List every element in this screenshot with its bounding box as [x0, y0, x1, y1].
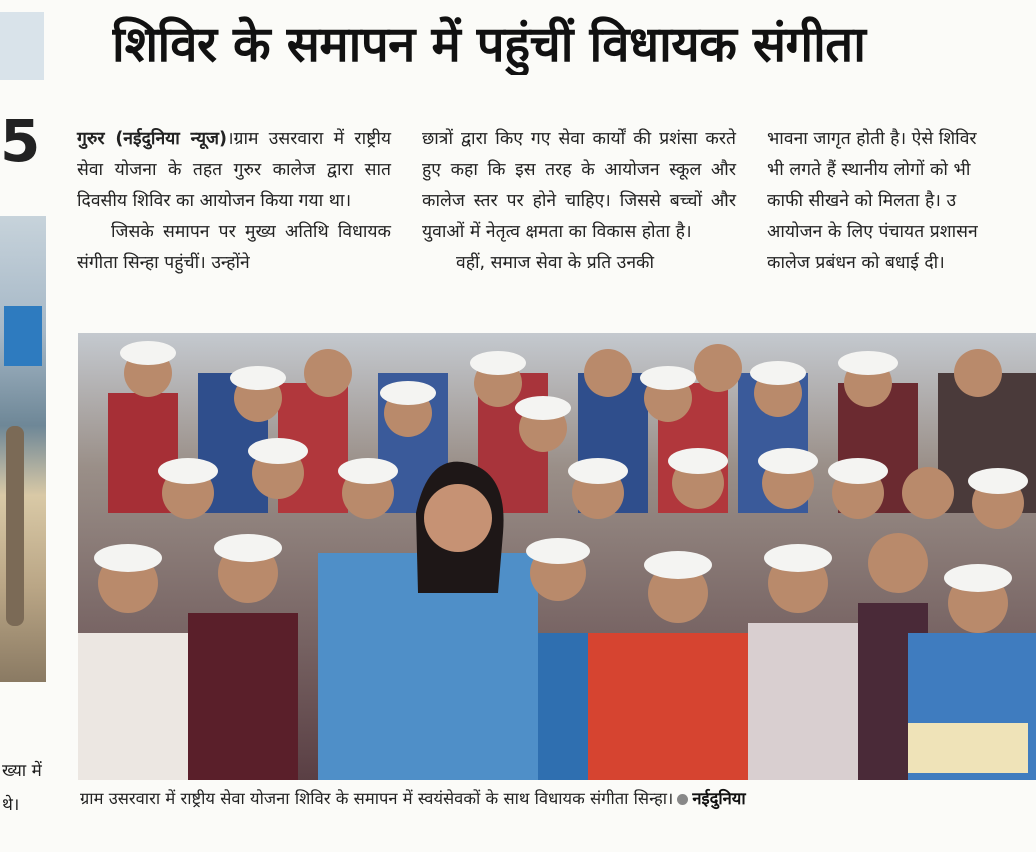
text-line: भावना जागृत होती है। ऐसे शिविर [767, 129, 977, 149]
paragraph [77, 124, 391, 217]
credit-bullet-icon [677, 794, 688, 805]
text-line: भी लगते हैं स्थानीय लोगों को भी [767, 160, 971, 180]
article-column-3 [767, 124, 1036, 279]
paragraph: वहीं, समाज सेवा के प्रति उनकी [456, 253, 655, 273]
text-line: काफी सीखने को मिलता है। उ [767, 191, 957, 211]
adjacent-photo [0, 216, 46, 682]
article-column-1 [77, 124, 391, 279]
text-line: आयोजन के लिए पंचायत प्रशासन [767, 222, 978, 242]
group-photo-illustration [78, 333, 1036, 780]
adjacent-photo-banner [4, 306, 42, 366]
certificate [908, 723, 1028, 773]
adjacent-text-line: ख्या में [2, 761, 42, 781]
adjacent-article-box [0, 12, 44, 80]
article-column-2 [422, 124, 736, 279]
dateline: गुरुर (नईदुनिया न्यूज) [77, 129, 227, 149]
photo-credit: नईदुनिया [692, 789, 746, 808]
adjacent-headline-fragment: 5 [0, 107, 41, 175]
adjacent-photo-pillar [6, 426, 24, 626]
adjacent-text-line: थे। [2, 795, 20, 815]
paragraph: छात्रों द्वारा किए गए सेवा कार्यों की प्रशंसा करते हुए कहा कि इस तरह के आयोजन स्कूल और कालेज स्तर पर होने चाहिए। जिससे बच्चों और युवाओं में नेतृत्व क्षमता का विकास होता है। [422, 129, 736, 242]
paragraph-text: ।ग्राम उसरवारा में राष्ट्रीय सेवा योजना के तहत गुरुर कालेज द्वारा सात दिवसीय शिविर का आयोजन किया गया था। [77, 129, 392, 211]
headline: शिविर के समापन में पहुंचीं विधायक संगीता [112, 16, 866, 73]
caption-text: ग्राम उसरवारा में राष्ट्रीय सेवा योजना शिविर के समापन में स्वयंसेवकों के साथ विधायक संगीता सिन्हा। [80, 789, 674, 808]
paragraph: जिसके समापन पर मुख्य अतिथि विधायक संगीता सिन्हा पहुंचीं। उन्होंने [77, 222, 391, 273]
photo-caption [80, 786, 746, 809]
text-line: कालेज प्रबंधन को बधाई दी। [767, 253, 945, 273]
group-photo [78, 333, 1036, 780]
